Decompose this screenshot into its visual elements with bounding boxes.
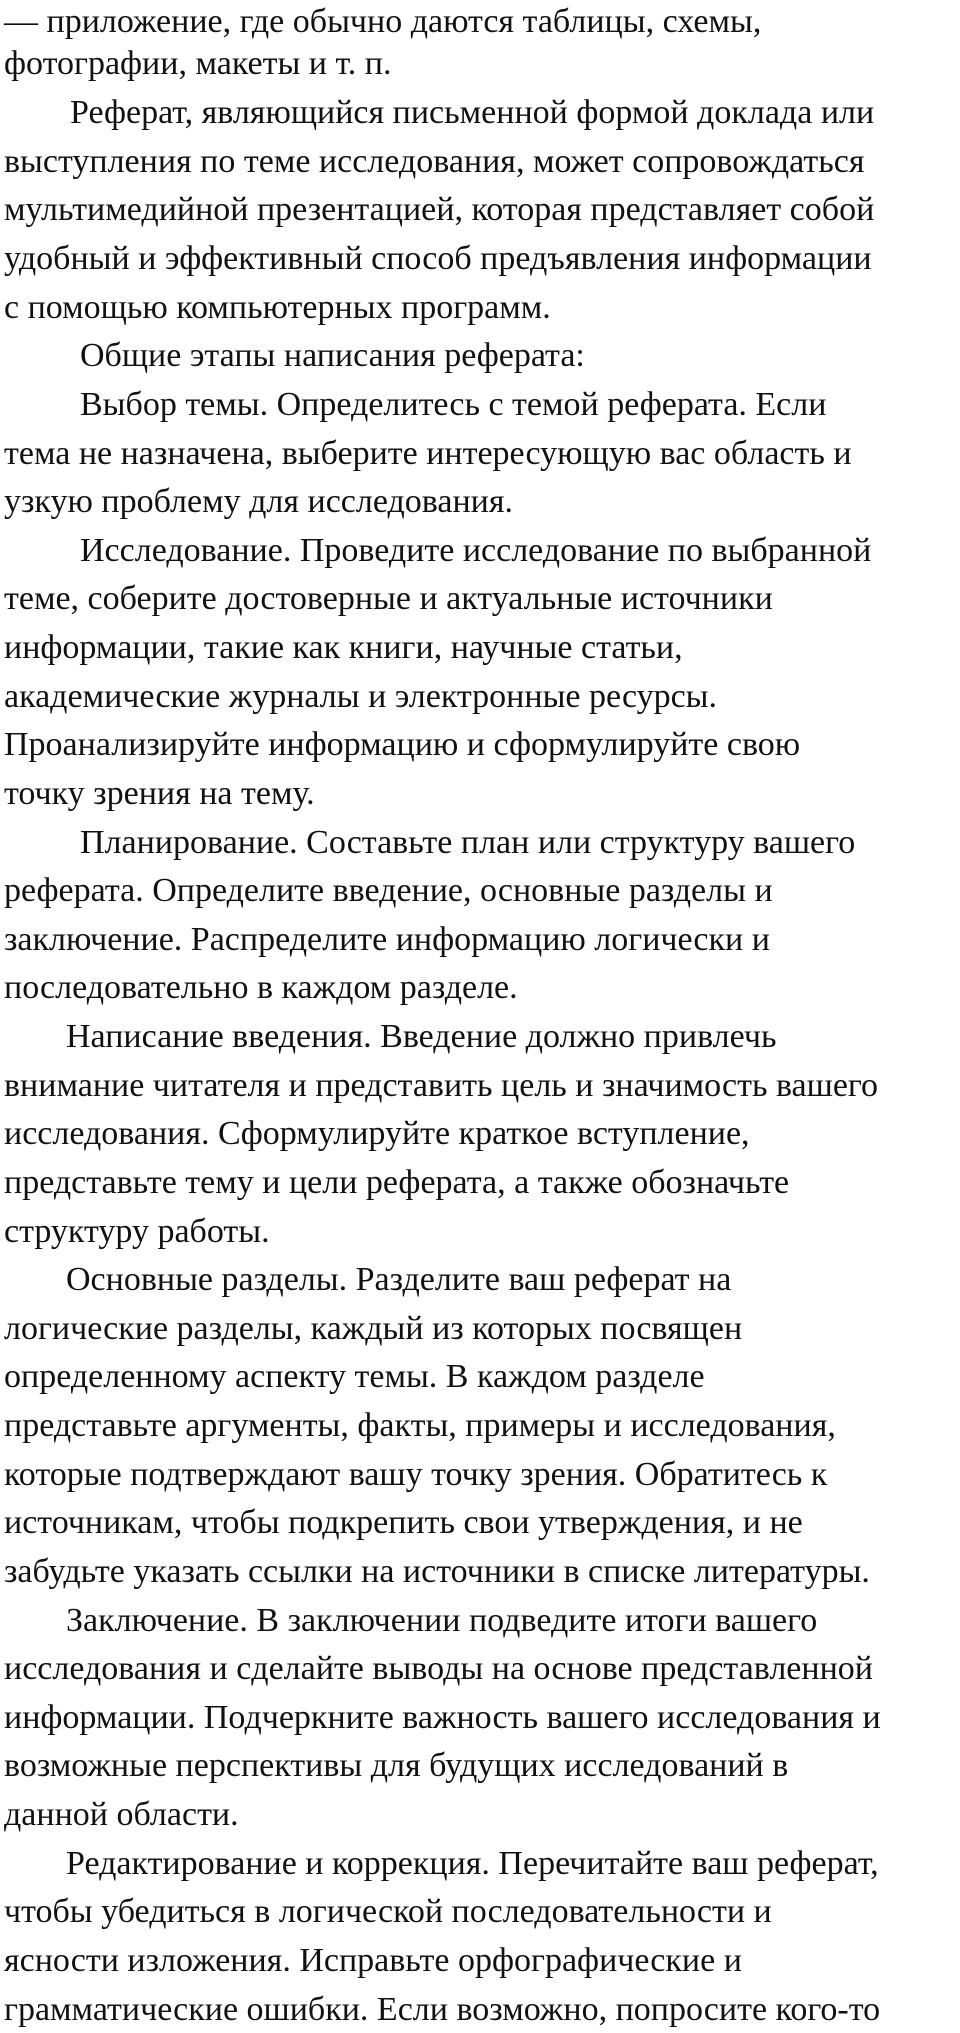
text-line: внимание читателя и представить цель и значимость вашего: [4, 1067, 879, 1104]
text-line: мультимедийной презентацией, которая представляет собой: [4, 191, 875, 228]
text-line: забудьте указать ссылки на источники в списке литературы.: [4, 1553, 870, 1590]
text-line: ясности изложения. Исправьте орфографические и: [4, 1942, 742, 1979]
text-line: логические разделы, каждый из которых посвящен: [4, 1310, 743, 1347]
text-line: представьте тему и цели реферата, а также обозначьте: [4, 1164, 790, 1201]
text-line: источникам, чтобы подкрепить свои утверждения, и не: [4, 1504, 803, 1541]
text-line: исследования и сделайте выводы на основе представленной: [4, 1650, 873, 1687]
text-line: грамматические ошибки. Если возможно, попросите кого-то: [4, 1991, 881, 2028]
text-line: академические журналы и электронные ресурсы.: [4, 678, 718, 715]
text-line: Планирование. Составьте план или структуру вашего: [80, 824, 856, 861]
text-line: — приложение, где обычно даются таблицы, схемы,: [4, 3, 762, 40]
text-line: Реферат, являющийся письменной формой доклада или: [70, 94, 875, 131]
text-line: данной области.: [4, 1796, 239, 1833]
text-line: Написание введения. Введение должно привлечь: [66, 1018, 777, 1055]
text-line: с помощью компьютерных программ.: [4, 289, 551, 326]
text-line: информации. Подчеркните важность вашего исследования и: [4, 1699, 881, 1736]
text-line: Редактирование и коррекция. Перечитайте ваш реферат,: [66, 1845, 879, 1882]
text-line: чтобы убедиться в логической последовательности и: [4, 1893, 772, 1930]
text-line: информации, такие как книги, научные статьи,: [4, 629, 683, 666]
text-line: Исследование. Проведите исследование по выбранной: [80, 532, 872, 569]
text-line: Основные разделы. Разделите ваш реферат на: [66, 1261, 732, 1298]
text-line: Заключение. В заключении подведите итоги вашего: [66, 1602, 818, 1639]
text-line: определенному аспекту темы. В каждом разделе: [4, 1358, 705, 1395]
text-line: заключение. Распределите информацию логически и: [4, 921, 770, 958]
text-line: теме, соберите достоверные и актуальные источники: [4, 580, 773, 617]
text-line: фотографии, макеты и т. п.: [4, 45, 392, 82]
text-line: реферата. Определите введение, основные разделы и: [4, 872, 773, 909]
text-line: последовательно в каждом разделе.: [4, 969, 518, 1006]
text-line: удобный и эффективный способ предъявления информации: [4, 240, 872, 277]
text-line: структуру работы.: [4, 1213, 270, 1250]
text-line: Проанализируйте информацию и сформулируйте свою: [4, 726, 801, 763]
text-line: тема не назначена, выберите интересующую вас область и: [4, 435, 852, 472]
text-line: точку зрения на тему.: [4, 775, 315, 812]
text-line: представьте аргументы, факты, примеры и исследования,: [4, 1407, 836, 1444]
text-line: выступления по теме исследования, может сопровождаться: [4, 143, 865, 180]
text-line: исследования. Сформулируйте краткое вступление,: [4, 1115, 750, 1152]
text-line: возможные перспективы для будущих исследований в: [4, 1747, 789, 1784]
text-line: узкую проблему для исследования.: [4, 483, 514, 520]
text-line: которые подтверждают вашу точку зрения. Обратитесь к: [4, 1456, 828, 1493]
text-line: Выбор темы. Определитесь с темой реферата. Если: [80, 386, 827, 423]
text-line: Общие этапы написания реферата:: [80, 337, 585, 374]
